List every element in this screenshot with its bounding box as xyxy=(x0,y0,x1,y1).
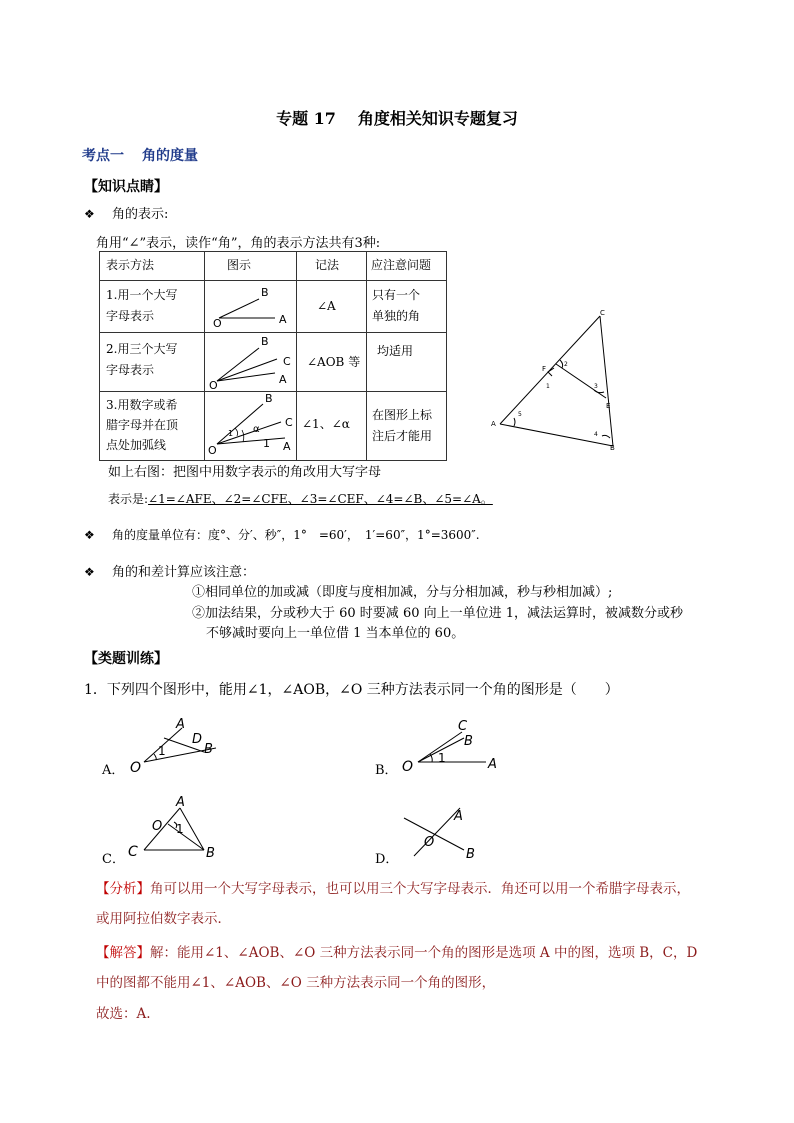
figure-number-greek xyxy=(205,392,296,460)
label-alpha: α xyxy=(253,424,260,435)
label-c: C xyxy=(283,355,291,368)
label-b: B xyxy=(464,734,473,749)
topic-heading: 考点一 角的度量 xyxy=(82,148,198,164)
label-e: E xyxy=(606,402,611,410)
solution-line-1: 【解答】解：能用∠1、∠AOB、∠O 三种方法表示同一个角的图形是选项 A 中的图，选项 B，C，D xyxy=(96,945,698,961)
label-o: O xyxy=(130,760,142,776)
note-text: 单独的角 xyxy=(372,309,421,323)
label-o: O xyxy=(424,835,435,850)
label-2: 2 xyxy=(564,361,568,368)
table-header: 表示方法 xyxy=(106,258,155,272)
section-training: 【类题训练】 xyxy=(84,651,168,667)
angle-intro: 角用“∠”表示，读作“角”，角的表示方法共有3种: xyxy=(96,236,381,251)
label-o: O xyxy=(213,317,222,330)
label-d: D xyxy=(192,732,203,747)
note-text: 注后才能用 xyxy=(372,429,433,443)
label-a: A xyxy=(176,717,185,732)
label-c: C xyxy=(600,309,605,317)
method-text: 点处加弧线 xyxy=(106,438,167,452)
figure-one-letter xyxy=(205,281,296,332)
label-b: B xyxy=(261,286,269,299)
option-c-figure[interactable] xyxy=(124,794,224,864)
method-text: 字母表示 xyxy=(106,309,155,323)
section-knowledge: 【知识点睛】 xyxy=(84,179,168,195)
calc-item-2b: 不够减时要向上一单位借 1 当本单位的 60。 xyxy=(206,626,465,641)
label-b: B xyxy=(466,847,475,862)
label-a: A xyxy=(454,809,463,824)
bullet-units: ❖ 角的度量单位有：度°、分′、秒″，1° =60′， 1′=60″，1°=3600″. xyxy=(84,528,480,542)
figure-three-letters xyxy=(205,333,296,391)
solution-line-3: 故选：A. xyxy=(96,1006,151,1022)
notation-text: ∠AOB 等 xyxy=(307,355,361,369)
option-a-label[interactable]: A． xyxy=(102,763,125,778)
label-o: O xyxy=(208,444,217,457)
method-text: 字母表示 xyxy=(106,363,155,377)
label-b: B xyxy=(261,335,269,348)
figure-caption: 如上右图：把图中用数字表示的角改用大写字母 xyxy=(108,465,382,480)
label-b: B xyxy=(610,444,615,452)
option-d-figure[interactable] xyxy=(398,800,498,864)
label-5: 5 xyxy=(518,411,522,418)
note-text: 均适用 xyxy=(377,344,414,358)
analysis-line-1: 【分析】角可以用一个大写字母表示，也可以用三个大写字母表示．角还可以用一个希腊字母表示， xyxy=(96,881,690,897)
analysis-line-2: 或用阿拉伯数字表示． xyxy=(96,911,231,927)
label-c: C xyxy=(458,719,468,734)
label-one: 1 xyxy=(176,822,184,836)
option-b-figure[interactable] xyxy=(398,716,508,776)
option-c-label[interactable]: C． xyxy=(102,852,125,867)
notation-text: ∠1、∠α xyxy=(302,417,350,431)
label-c: C xyxy=(285,416,293,429)
label-1: 1 xyxy=(546,383,550,390)
label-a: A xyxy=(279,313,287,326)
label-a: A xyxy=(283,440,291,453)
calc-item-2a: ②加法结果，分或秒大于 60 时要减 60 向上一单位进 1，减法运算时，被减数分或秒 xyxy=(192,606,684,621)
angle-representation-table xyxy=(99,251,447,461)
option-a-figure[interactable] xyxy=(124,714,234,776)
label-f: F xyxy=(542,365,547,373)
option-d-label[interactable]: D． xyxy=(375,852,399,867)
question-stem: 1．下列四个图形中，能用∠1，∠AOB，∠O 三种方法表示同一个角的图形是（ ） xyxy=(84,682,619,698)
table-header: 应注意问题 xyxy=(371,258,432,272)
method-text: 腊字母并在顶 xyxy=(106,418,179,432)
bullet-calc: ❖ 角的和差计算应该注意： xyxy=(84,565,256,580)
method-text: 1.用一个大写 xyxy=(106,288,178,302)
page-title: 专题 17 角度相关知识专题复习 xyxy=(276,109,518,128)
table-row xyxy=(100,333,447,392)
calc-item-1: ①相同单位的加或减（即度与度相加减，分与分相加减，秒与秒相加减）; xyxy=(192,585,613,600)
answer-line: 表示是:∠1=∠AFE、∠2=∠CFE、∠3=∠CEF、∠4=∠B、∠5=∠A。 xyxy=(108,492,493,506)
label-a: A xyxy=(279,373,287,386)
table-header: 图示 xyxy=(227,258,252,272)
table-header: 记法 xyxy=(315,258,340,272)
notation-text: ∠A xyxy=(317,299,336,313)
label-one: 1 xyxy=(228,429,234,438)
label-b: B xyxy=(206,846,215,861)
triangle-figure xyxy=(488,308,628,454)
option-b-label[interactable]: B． xyxy=(375,763,398,778)
label-a: A xyxy=(488,757,497,772)
note-text: 在图形上标 xyxy=(372,408,433,422)
method-text: 2.用三个大写 xyxy=(106,342,178,356)
method-text: 3.用数字或希 xyxy=(106,398,178,412)
table-row xyxy=(100,281,447,333)
label-o: O xyxy=(209,379,218,391)
label-o: O xyxy=(402,759,414,775)
label-o: O xyxy=(152,819,163,834)
label-a: A xyxy=(176,795,185,810)
label-4: 4 xyxy=(594,431,598,438)
table-row xyxy=(100,392,447,461)
note-text: 只有一个 xyxy=(372,288,421,302)
label-one: 1 xyxy=(263,437,270,450)
label-c: C xyxy=(128,844,138,860)
label-b: B xyxy=(204,742,213,757)
label-3: 3 xyxy=(594,383,598,390)
solution-line-2: 中的图都不能用∠1、∠AOB、∠O 三种方法表示同一个角的图形， xyxy=(96,975,496,991)
label-one: 1 xyxy=(158,744,166,758)
bullet-angle-repr: ❖ 角的表示: xyxy=(84,207,169,222)
label-a: A xyxy=(491,420,496,428)
label-b: B xyxy=(265,392,273,405)
label-one: 1 xyxy=(438,751,446,765)
